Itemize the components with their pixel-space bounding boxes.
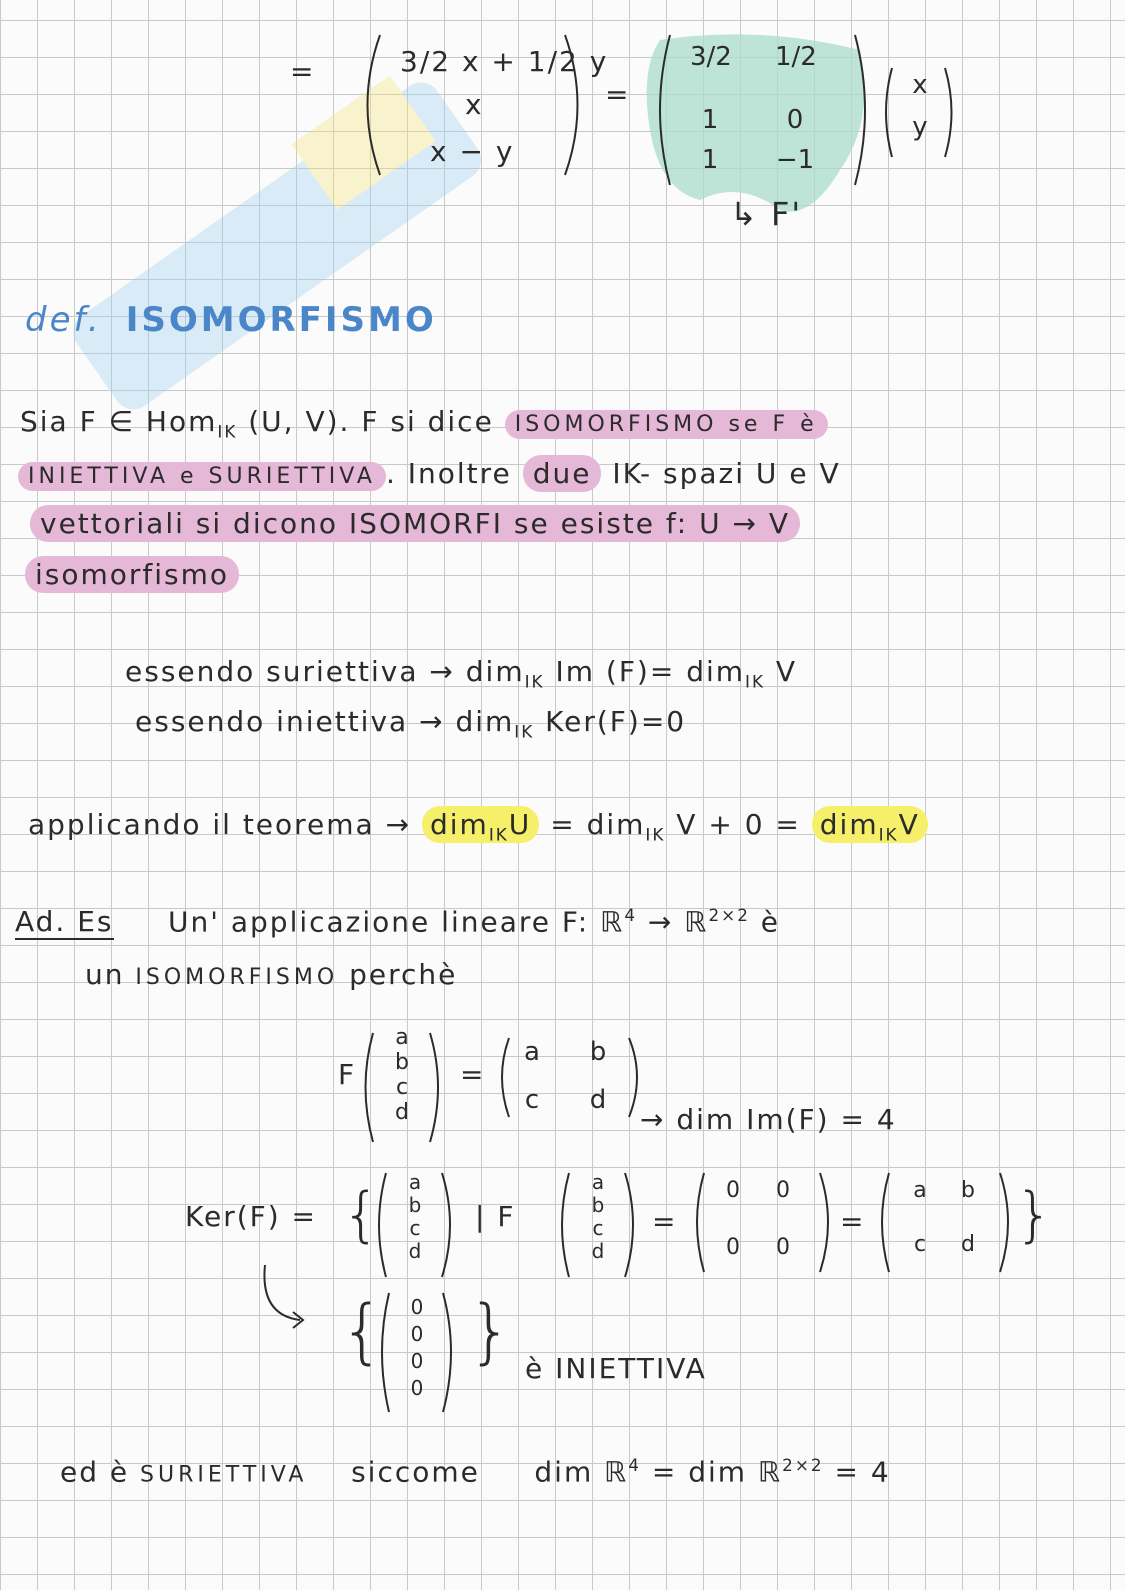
paragraph-line-4 [25, 558, 239, 591]
zero-mat-cell: 0 [726, 1235, 740, 1260]
vec-cell: a [408, 1170, 422, 1194]
vec-cell: c [395, 1075, 409, 1100]
top-matrix-cell: 1/2 [775, 42, 817, 72]
text: Ker(F)=0 [545, 705, 687, 738]
highlight-dim-u [422, 806, 539, 843]
text: U [508, 808, 532, 841]
text: . Inoltre [385, 457, 512, 490]
mat-cell: b [589, 1037, 607, 1067]
mat-cell: b [961, 1178, 975, 1203]
brace-open: { [342, 1180, 383, 1250]
text: Sia F ∈ Hom [20, 405, 218, 438]
text: = dim [550, 808, 646, 841]
hook-arrow-icon [255, 1260, 335, 1340]
mat-cell: a [524, 1037, 540, 1067]
dim-im-line: → dim Im(F) = 4 [640, 1103, 897, 1136]
ker-label: Ker(F) = [185, 1200, 318, 1233]
zero-mat-cell: 0 [776, 1235, 790, 1260]
def-title: ISOMORFISMO [125, 300, 437, 340]
subscript: IK [524, 671, 545, 692]
subscript: IK [745, 671, 766, 692]
text: ISOMORFISMO [135, 965, 339, 990]
text: = 4 [834, 1455, 891, 1489]
example-line-2 [85, 958, 457, 991]
top-eq-sign: = [290, 55, 316, 88]
text: (U, V). F si dice [248, 405, 494, 438]
ker-bar-f: | F [475, 1200, 516, 1233]
text: dim ℝ [534, 1455, 629, 1489]
vec-cell: d [395, 1100, 409, 1125]
zero-vec-cell: 0 [410, 1349, 424, 1373]
top-vector-row-2: x [465, 88, 484, 121]
vec-cell: c [592, 1216, 604, 1240]
vec-cell: a [395, 1025, 409, 1050]
subscript: IK [514, 721, 535, 742]
text: V [898, 808, 920, 841]
zero-vec-cell: 0 [410, 1295, 424, 1319]
top-y: y [912, 112, 928, 142]
superscript: 2×2 [782, 1455, 824, 1475]
text: applicando il teorema → [28, 808, 412, 841]
paragraph-line-3 [30, 507, 800, 540]
top-matrix-cell: 1 [701, 105, 719, 135]
highlight-due: due [523, 455, 602, 492]
text: essendo iniettiva → [135, 705, 445, 738]
highlight-iniettiva-suriettiva: INIETTIVA e SURIETTIVA [18, 462, 386, 491]
text: → ℝ [647, 905, 709, 939]
vec-cell: a [591, 1170, 605, 1194]
vec-cell: c [409, 1216, 421, 1240]
top-matrix-cell: 1 [701, 145, 719, 175]
top-eq-sign-2: = [605, 78, 631, 111]
highlight-isomorfismo: ISOMORFISMO se F è [505, 410, 828, 439]
paragraph-line-1 [20, 405, 828, 442]
example-label: Ad. Es [15, 905, 114, 939]
subscript: IK [878, 824, 899, 845]
text: V [775, 655, 798, 688]
definition-heading [25, 300, 437, 340]
brace-close: } [468, 1290, 515, 1372]
zero-mat-cell: 0 [776, 1178, 790, 1203]
subscript: IK [488, 824, 509, 845]
consequence-iniettiva [135, 705, 686, 742]
mat-cell: a [913, 1178, 927, 1203]
superscript: 2×2 [708, 905, 750, 925]
top-vector-row-1: 3/2 x + 1/2 y [400, 45, 609, 78]
text: SURIETTIVA [140, 1462, 308, 1488]
text: Un' applicazione lineare F: ℝ [168, 905, 625, 939]
text: = dim ℝ [651, 1455, 783, 1489]
theorem-line [28, 808, 928, 845]
text: dim [465, 655, 525, 688]
top-x: x [912, 70, 928, 100]
zero-vec-cell: 0 [410, 1376, 424, 1400]
f-label: F [338, 1058, 357, 1091]
text: IK- spazi U e V [612, 457, 841, 490]
eq-sign: = [460, 1058, 486, 1091]
text: essendo suriettiva → [125, 655, 455, 688]
subscript: IK [645, 824, 666, 845]
highlight-dim-v [812, 806, 928, 843]
def-label: def. [25, 300, 102, 340]
iniettiva-label: è INIETTIVA [525, 1352, 707, 1385]
eq-sign: = [652, 1205, 678, 1238]
zero-vec-cell: 0 [410, 1322, 424, 1346]
final-line [60, 1455, 891, 1488]
eq-sign: = [840, 1205, 866, 1238]
text: dim [819, 808, 879, 841]
superscript: 4 [628, 1455, 641, 1475]
vec-cell: b [395, 1050, 409, 1075]
top-vector-row-3: x − y [430, 135, 515, 168]
mat-cell: c [524, 1085, 540, 1115]
text: un [85, 958, 125, 991]
highlight-isomorfismo-word: isomorfismo [25, 556, 239, 593]
vec-cell: d [591, 1239, 605, 1263]
text: V + 0 = [676, 808, 801, 841]
zero-mat-cell: 0 [726, 1178, 740, 1203]
paragraph-line-2 [18, 457, 841, 490]
text: Im (F)= dim [555, 655, 746, 688]
text: siccome [351, 1455, 480, 1489]
example-line-1 [15, 905, 780, 938]
mat-cell: c [913, 1232, 927, 1257]
top-matrix-cell: 0 [786, 105, 804, 135]
brace-open: { [340, 1290, 387, 1372]
superscript: 4 [624, 905, 638, 925]
text: dim [455, 705, 515, 738]
text: perchè [349, 958, 458, 991]
top-arrow-label: ↳ F' [730, 195, 803, 233]
text: dim [430, 808, 489, 841]
text: ed è [60, 1455, 130, 1489]
text: è [760, 905, 781, 939]
vec-cell: d [408, 1239, 422, 1263]
subscript: IK [217, 421, 238, 442]
brace-close: } [1015, 1180, 1056, 1250]
vec-cell: b [408, 1193, 422, 1217]
consequence-suriettiva [125, 655, 797, 692]
top-matrix-cell: 3/2 [690, 42, 732, 72]
top-matrix-cell: −1 [775, 145, 815, 175]
top-matrix-parens [650, 30, 880, 190]
vec-cell: b [591, 1193, 605, 1217]
mat-cell: d [961, 1232, 975, 1257]
mat-cell: d [589, 1085, 607, 1115]
highlight-vettoriali: vettoriali si dicono ISOMORFI se esiste f: U → V [30, 505, 800, 542]
